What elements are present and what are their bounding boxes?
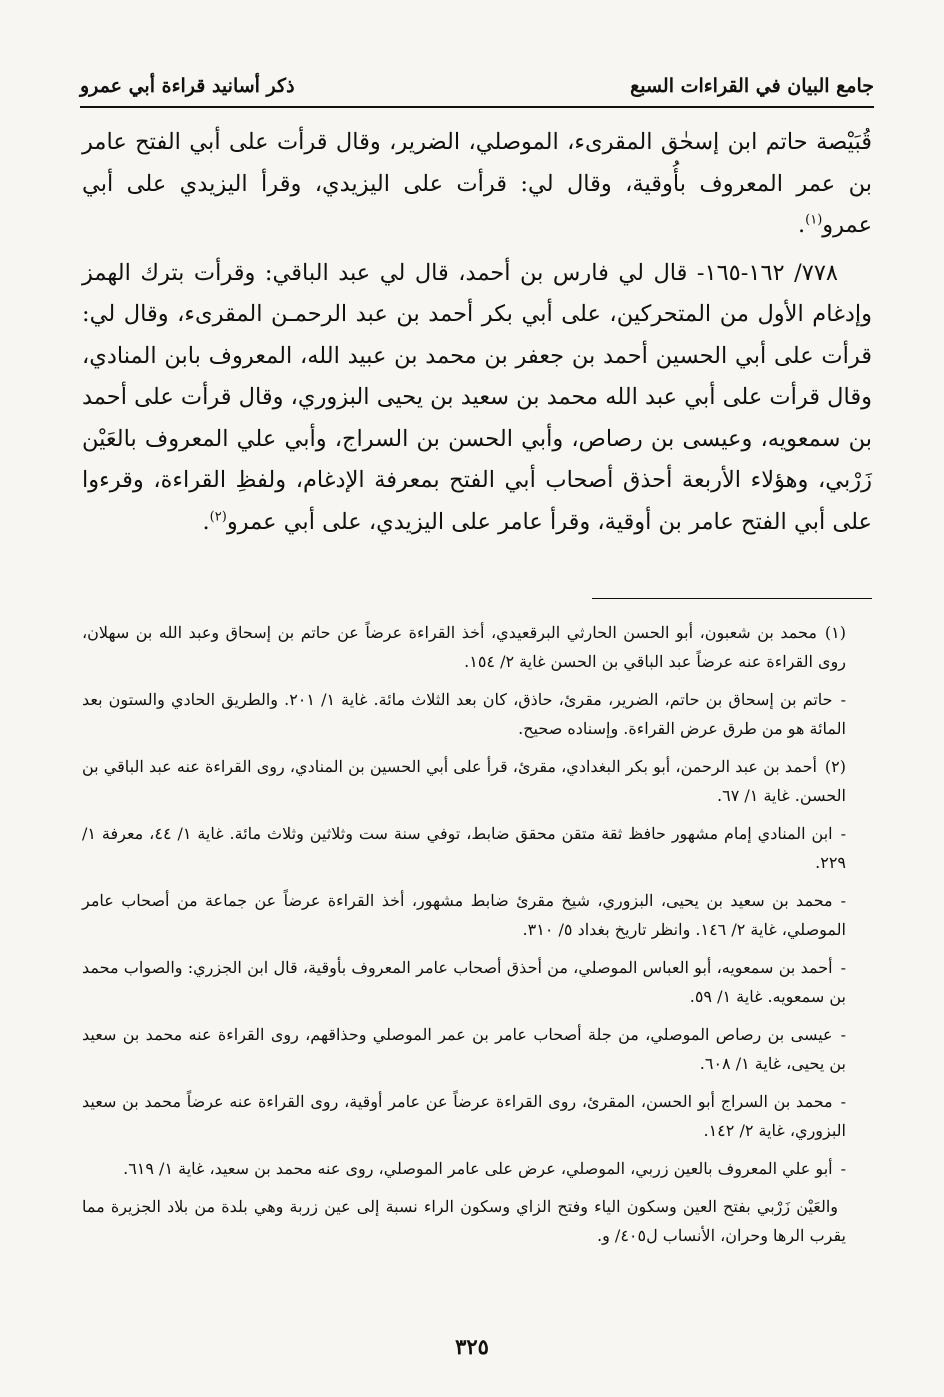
main-paragraph-2: ٧٧٨/ ١٦٢-١٦٥- قال لي فارس بن أحمد، قال لي عبد الباقي: وقرأت بترك الهمز وإدغام الأول من المتحركين، على أبي بكر أحمد بن عبد الرحمـن المقرىء، وقال لي: قرأت على أبي الحسين أحمد بن جعفر بن محمد بن عبيد الله، المعروف بابن المنادي، وقال قرأت على أبي عبد الله محمد بن سعيد بن يحيى البزوري، وقال قرأت على أحمد بن سمعويه، وعيسى بن رصاص، وأبي الحسن بن السراج، وأبي علي المعروف بالعَيْن زَرْبي، وهؤلاء الأربعة أحذق أصحاب أبي الفتح بمعرفة الإدغام، ولفظِ القراءة، وقرءوا على أبي الفتح عامر بن أوقية، وقرأ عامر على اليزيدي، على أبي عمرو$^{(٢)}$. [81,259,872,535]
page-number: ٣٢٥ [455,1334,489,1359]
footnote: والعَيْن زَرْبي بفتح العين وسكون الياء وفتح الزاي وسكون الراء نسبة إلى عين زربة وهي بلدة من بلاد الجزيرة مما يقرب الرها وحران، الأنساب ل٤٠٥/ و. [82,1197,846,1245]
footnote: (١)محمد بن شعبون، أبو الحسن الحارثي البرقعيدي، أخذ القراءة عرضاً عن حاتم بن إسحاق وعبد الله بن سهلان، روى القراءة عنه عرضاً عبد الباقي بن الحسن غاية ٢/ ١٥٤. [82,623,847,671]
footnotes [82,618,872,1259]
footnote: -عيسى بن رصاص الموصلي، من جلة أصحاب عامر بن عمر الموصلي وحذاقهم، روى القراءة عنه محمد بن سعيد بن يحيى، غاية ١/ ٦٠٨. [82,1025,847,1073]
header-rule [80,106,874,108]
footnote: -حاتم بن إسحاق بن حاتم، الضرير، مقرئ، حاذق، كان بعد الثلاث مائة. غاية ١/ ٢٠١. والطريق الحادي والستون بعد المائة هو من طرق عرض القراءة. وإسناده صحيح. [82,690,846,738]
running-header [80,70,874,102]
footnote-ref-2: (٢) [209,509,227,524]
footnote: (٢)أحمد بن عبد الرحمن، أبو بكر البغدادي، مقرئ، قرأ على أبي الحسين بن المنادي، روى القراءة عنه عبد الباقي بن الحسن. غاية ١/ ٦٧. [82,757,846,805]
footnote: -محمد بن سعيد بن يحيى، البزوري، شيخ مقرئ ضابط مشهور، أخذ القراءة عرضاً عن جماعة من أصحاب عامر الموصلي، غاية ٢/ ١٤٦. وانظر تاريخ بغداد ٥/ ٣١٠. [82,891,846,939]
footnote: -أحمد بن سمعويه، أبو العباس الموصلي، من أحذق أصحاب عامر المعروف بأوقية، قال ابن الجزري: والصواب محمد بن سمعويه. غاية ١/ ٥٩. [82,958,846,1006]
header-book-title: جامع البيان في القراءات السبع [630,75,874,97]
main-text [82,122,872,543]
main-paragraph-1: قُبَيْصة حاتم ابن إسحٰق المقرىء، الموصلي، الضرير، وقال قرأت على أبي الفتح عامر بن عمر المعروف بأُوقية، وقال لي: قرأت على اليزيدي، وقرأ اليزيدي على أبي عمرو$^{(١)}$. [82,129,872,238]
footnote: -محمد بن السراج أبو الحسن، المقرئ، روى القراءة عرضاً عن عامر أوقية، روى القراءة عنه عرضاً محمد بن سعيد البزوري، غاية ٢/ ١٤٢. [82,1092,846,1140]
footnote-ref-1: (١) [805,212,823,228]
footnote: -ابن المنادي إمام مشهور حافظ ثقة متقن محقق ضابط، توفي سنة ست وثلاثين وثلاث مائة. غاية ١/ ٤٤، معرفة ١/ ٢٢٩. [82,824,847,872]
footnote-separator [592,598,872,599]
footnote: -أبو علي المعروف بالعين زربي، الموصلي، عرض على عامر الموصلي، روى عنه محمد بن سعيد، غاية ١/ ٦١٩. [123,1159,846,1178]
header-section-title: ذكر أسانيد قراءة أبي عمرو [80,75,295,97]
